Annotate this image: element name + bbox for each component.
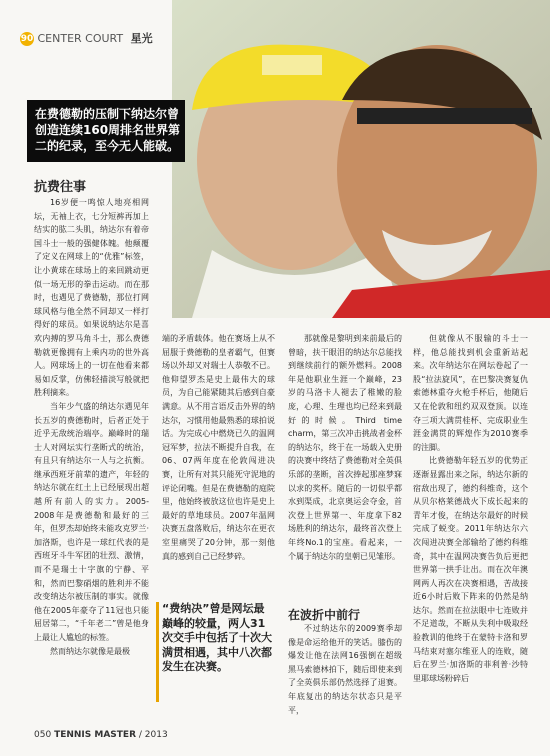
players-photo — [172, 0, 550, 318]
section-name: CENTER COURT — [37, 32, 124, 45]
paragraph: 然而纳达尔就像是最极 — [50, 646, 130, 656]
column-1 — [34, 196, 149, 658]
column-2 — [162, 332, 275, 563]
page-footer — [34, 730, 168, 740]
issue-year: / 2013 — [138, 730, 168, 740]
section-subname: 星光 — [130, 32, 153, 45]
paragraph: 不过纳达尔的2009赛季却像是命运给他开的笑话。膝伤的爆发让他在法网16强倒在超级黑马索德林拍下，随后即使来到了全英俱乐部仍然选择了退赛。年底复出的纳达尔状态只是平平， — [288, 624, 402, 715]
section-badge: 90 — [20, 34, 34, 44]
paragraph: 但就像从不服输的斗士一样，他总能找到机会重新站起来。次年纳达尔在网坛卷起了一股“拉法旋风”，在巴黎决赛复仇索德林重夺火枪手杯后，他随后又在伦敦和纽约双双登顶。以连夺三项大满贯桂杯、完成职业生涯金满贯的辉煌作为2010赛季的注脚。 — [413, 334, 528, 452]
section-header — [20, 30, 153, 46]
paragraph: 16岁便一鸣惊人地亮相网坛，无袖上衣，七分短裤再加上结实的肱二头肌，纳达尔有着帝国斗士一般的强健体魄。他颠覆了定义在网球上的“优雅”标签，让小黄球在球场上的来回跳动更似一场无形的拳击运动。而在那时，也遇见了费德勒，那位打网球风格与他全然不同却又一样打得好的球员。如果说纳达尔是喜欢内搏的罗马角斗士，那么费德勒就更像拥有上乘内功的世外高人。网球场上的一切在他看来都易如反掌，仿佛轻描淡写般就把胜利摘来。 — [34, 198, 149, 398]
quote-bar — [156, 602, 159, 702]
part2-title: 在波折中前行 — [288, 608, 361, 622]
paragraph: 比费德勒年轻五岁的优势正逐渐显露出来之际，纳达尔新的宿敌出现了，德约科维奇，这个从贝尔格莱德战火下成长起来的青年才俊，在纳达尔最好的时候完成了蜕变。2011年纳达尔六次闯进决赛全部输给了德约科维奇，其中在温网决赛告负后更把世界第一拱手让出。而在次年澳网两人再次在决赛相遇，苦战接近6小时后败下阵来的仍然是纳达尔。然而在拉法眼中七连败并不足道哉，不断从失利中吸取经验教训的他终于在蒙特卡洛和罗马结束对塞尔维亚人的连败，随后在罗兰·加洛斯的菲利普·沙特里耶球场粉碎后 — [413, 456, 528, 683]
paragraph: 端的矛盾载体。他在赛场上从不屈服于费德勒的皇者霸气，但赛场以外却又对瑞士人恭敬不已。他仰望罗杰是史上最伟大的球员，为自己能紧随其后感到自豪满意。从不用言语反击外界的纳达尔，习惯用他最熟悉的球拍说话。为完成心中燃烧已久的温网冠军梦，拉法不断提升自我，在06、07两年度在伦敦闯进决赛，让所有对其只能死守泥地的评论闭嘴。但是在费德勒的庭院里，他始终被放这位也许是史上最好的草地球员。2007年温网决赛五盘落败后，纳达尔在更衣室里痛哭了20分钟，那一刻他真的感到自己已经梦碎。 — [162, 334, 275, 561]
pull-quote-text: “费纳决”曾是网坛最巅峰的较量，两人31次交手中包括了十次大满贯相遇，其中八次都发生在决赛。 — [162, 602, 272, 673]
magazine-name: TENNIS MASTER — [54, 730, 136, 740]
paragraph: 那就像是黎明到来前最后的曾暗，扶干眼泪的纳达尔总能找到继续前行的额外燃料。2008年是他职业生涯一个巅峰，23岁的马洛卡人褪去了稚嫩的脸庞，心理、生理也均已经来到最好的时候。Third time charm，第三次冲击挑战者金杯的纳达尔，终于在一场载入史册的决赛中终结了费德勒对全英俱乐部的垄断，首次捧起那座梦寐以求的奖杯。随后的一切似乎都水到渠成，北京奥运会夺金，首次登上世界第一、年度拿下82场胜利的纳达尔，最终首次登上年终No.1的宝座。看起来，一个属于纳达尔的皇朝已见雏形。 — [288, 334, 402, 561]
headline-box: 在费德勒的压制下纳达尔曾创造连续160周排名世界第二的纪录，至今无人能破。 — [27, 100, 185, 162]
column-4 — [413, 332, 528, 685]
paragraph: 当年少气盛的纳达尔遇见年长五岁的费德勒时，后者正处于近乎无敌统治端亭。巅峰时的瑞士人对网坛实行垄断式的统治，有且只有纳达尔一人与之抗衡。继承西班牙前辈的遗产，年轻的纳达尔就在红土上已经展现出超越所有前人的实力。2005-2008年是费德勒和最好的三年，但罗杰却始终未能攻克罗兰·加洛斯，也许是一球红代表的是西班牙斗牛军团的壮烈、激情，而不是瑞士十字旗的宁静、平和，然而巴黎硝烟的胜利并不能改变纳达尔被压制的事实。就像他在2005年豪夺了11冠也只能屈居第二，“千年老二”曾是他身上最让人尴尬的标签。 — [34, 401, 149, 642]
column-3 — [288, 332, 402, 563]
pull-quote — [162, 602, 275, 675]
column-3b — [288, 622, 402, 717]
page-number: 050 — [34, 730, 52, 740]
part1-title: 抗费往事 — [34, 180, 87, 195]
